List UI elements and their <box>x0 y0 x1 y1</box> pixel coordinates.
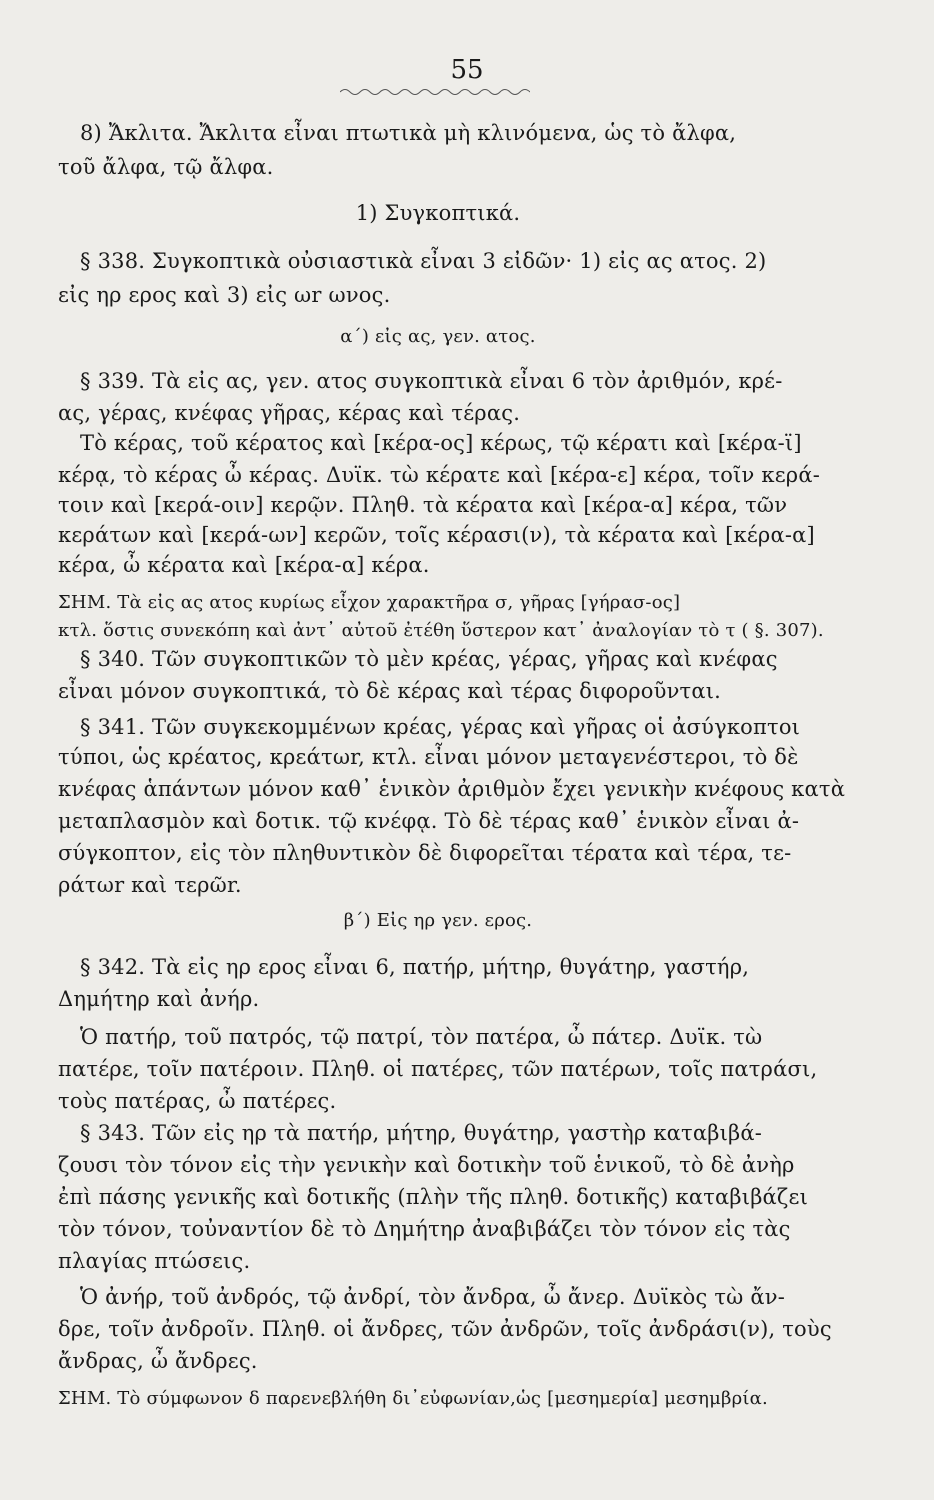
text-line: τοιν καὶ [κερά-οιν] κερῷν. Πληθ. τὰ κέρατα καὶ [κέρα-α] κέρα, τῶν <box>58 493 788 517</box>
text-line: ράτωr καὶ τερῶr. <box>58 873 242 897</box>
text-line: σύγκοπτον, εἰς τὸν πληθυντικὸν δὲ διφορεῖται τέρατα καὶ τέρα, τε- <box>58 841 792 865</box>
text-line: Ὁ ἀνήρ, τοῦ ἀνδρός, τῷ ἀνδρί, τὸν ἄνδρα, ὦ ἄνερ. Δυϊκὸς τὼ ἄν- <box>80 1285 785 1309</box>
text-line: § 341. Τῶν συγκεκομμένων κρέας, γέρας καὶ γῆρας οἱ ἀσύγκοπτοι <box>80 715 801 739</box>
text-line: εἶναι μόνον συγκοπτικά, τὸ δὲ κέρας καὶ τέρας διφοροῦνται. <box>58 679 722 703</box>
text-line: τὸν τόνον, τοὐναντίον δὲ τὸ Δημήτηρ ἀναβιβάζει τὸν τόνον εἰς τὰς <box>58 1217 791 1241</box>
text-line: τύποι, ὡς κρέατος, κρεάτωr, κτλ. εἶναι μόνον μεταγενέστεροι, τὸ δὲ <box>58 745 799 769</box>
subsection-heading: α΄) εἰς ας, γεν. ατος. <box>340 326 536 347</box>
text-line: ας, γέρας, κνέφας γῆρας, κέρας καὶ τέρας. <box>58 401 521 425</box>
text-line: πλαγίας πτώσεις. <box>58 1249 251 1273</box>
note-line: ΣΗΜ. Τὰ εἰς ας ατος κυρίως εἶχον χαρακτῆρα σ, γῆρας [γήρασ-ος] <box>58 592 681 613</box>
text-line: § 339. Τὰ εἰς ας, γεν. ατος συγκοπτικὰ εἶναι 6 τὸν ἀριθμόν, κρέ- <box>80 369 783 393</box>
text-line: τοῦ ἄλφα, τῷ ἄλφα. <box>58 155 274 179</box>
text-line: ἐπὶ πάσης γενικῆς καὶ δοτικῆς (πλὴν τῆς πληθ. δοτικῆς) καταβιβάζει <box>58 1185 809 1209</box>
text-line: § 343. Τῶν εἰς ηρ τὰ πατήρ, μήτηρ, θυγάτηρ, γαστὴρ καταβιβά- <box>80 1121 763 1145</box>
text-line: πατέρε, τοῖν πατέροιν. Πληθ. οἱ πατέρες, τῶν πατέρων, τοῖς πατράσι, <box>58 1057 818 1081</box>
section-heading: 1) Συγκοπτικά. <box>355 201 521 225</box>
text-line: εἰς ηρ ερος καὶ 3) εἰς ωr ωνος. <box>58 283 391 307</box>
text-line: Τὸ κέρας, τοῦ κέρατος καὶ [κέρα-ος] κέρως, τῷ κέρατι καὶ [κέρα-ϊ] <box>80 431 802 455</box>
text-line: κέρα, ὦ κέρατα καὶ [κέρα-α] κέρα. <box>58 553 430 577</box>
text-line: ζουσι τὸν τόνον εἰς τὴν γενικὴν καὶ δοτικὴν τοῦ ἑνικοῦ, τὸ δὲ ἀνὴρ <box>58 1153 795 1177</box>
text-line: δρε, τοῖν ἀνδροῖν. Πληθ. οἱ ἄνδρες, τῶν ἀνδρῶν, τοῖς ἀνδράσι(ν), τοὺς <box>58 1317 832 1341</box>
subsection-heading: β΄) Εἰς ηρ γεν. ερος. <box>343 910 533 931</box>
page-number: 55 <box>450 55 484 85</box>
ornament-rule <box>340 87 530 97</box>
note-line: ΣΗΜ. Τὸ σύμφωνον δ παρενεβλήθη δι᾽εὐφωνίαν,ὡς [μεσημερία] μεσημβρία. <box>58 1388 768 1409</box>
text-line: § 338. Συγκοπτικὰ οὐσιαστικὰ εἶναι 3 εἰδῶν· 1) εἰς ας ατος. 2) <box>80 249 767 273</box>
text-line: Δημήτηρ καὶ ἀνήρ. <box>58 987 260 1011</box>
text-line: § 340. Τῶν συγκοπτικῶν τὸ μὲν κρέας, γέρας, γῆρας καὶ κνέφας <box>80 647 778 671</box>
text-line: Ὁ πατήρ, τοῦ πατρός, τῷ πατρί, τὸν πατέρα, ὦ πάτερ. Δυϊκ. τὼ <box>80 1025 763 1049</box>
text-line: 8) Ἄκλιτα. Ἄκλιτα εἶναι πτωτικὰ μὴ κλινόμενα, ὡς τὸ ἄλφα, <box>80 121 737 145</box>
text-line: κεράτων καὶ [κερά-ων] κερῶν, τοῖς κέρασι(ν), τὰ κέρατα καὶ [κέρα-α] <box>58 523 815 547</box>
note-line: κτλ. ὅστις συνεκόπη καὶ ἀντ᾽ αὐτοῦ ἐτέθη ὕστερον κατ᾽ ἀναλογίαν τὸ τ ( §. 307). <box>58 620 824 641</box>
text-line: κνέφας ἁπάντων μόνον καθ᾽ ἑνικὸν ἀριθμὸν ἔχει γενικὴν κνέφους κατὰ <box>58 777 846 801</box>
text-line: ἄνδρας, ὦ ἄνδρες. <box>58 1349 258 1373</box>
text-line: § 342. Τὰ εἰς ηρ ερος εἶναι 6, πατήρ, μήτηρ, θυγάτηρ, γαστήρ, <box>80 955 750 979</box>
text-line: τοὺς πατέρας, ὦ πατέρες. <box>58 1089 337 1113</box>
text-line: κέρᾳ, τὸ κέρας ὦ κέρας. Δυϊκ. τὼ κέρατε καὶ [κέρα-ε] κέρα, τοῖν κερά- <box>58 463 821 487</box>
text-line: μεταπλασμὸν καὶ δοτικ. τῷ κνέφᾳ. Τὸ δὲ τέρας καθ᾽ ἑνικὸν εἶναι ἀ- <box>58 809 800 833</box>
